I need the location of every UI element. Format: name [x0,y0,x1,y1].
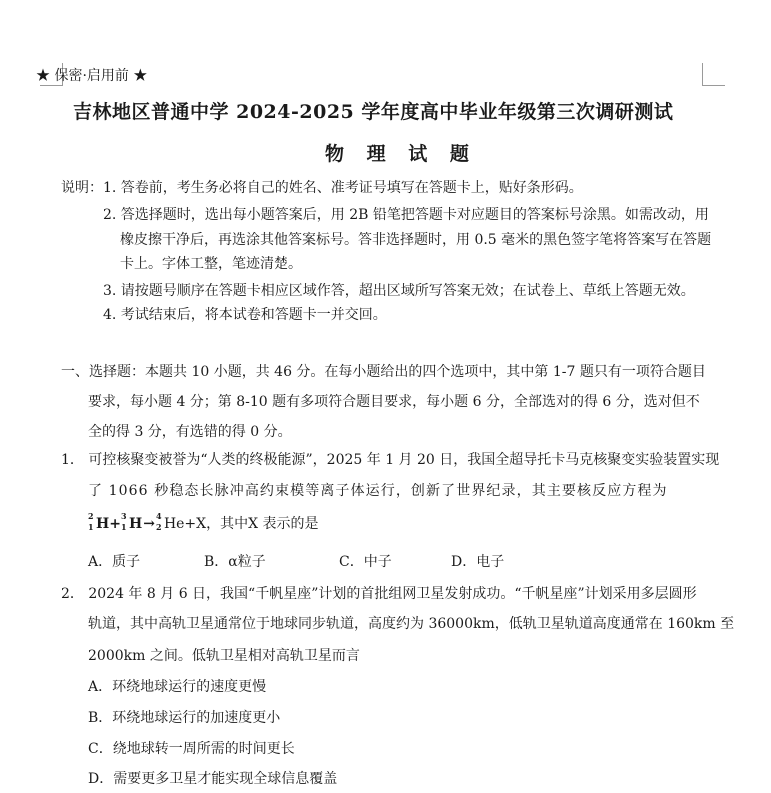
section1-line-2: 要求，每小题 4 分；第 8-10 题有多项符合题目要求，每小题 6 分，全部选对的得 6 分，选对但不 [88,394,700,410]
q2-stem-line-3: 2000km 之间。低轨卫星相对高轨卫星而言 [88,648,360,664]
q2-option-c: C．绕地球转一周所需的时间更长 [88,741,295,757]
corner-mark-right [702,63,725,86]
nuclide-2-numbers: 3 1 [120,511,127,532]
q1-option-a: A．质子 [88,554,141,570]
note-item-2-cont-2: 卡上。字体工整，笔迹清楚。 [120,256,302,272]
q1-stem-line-1: 1． 可控核聚变被誉为“人类的终极能源”，2025 年 1 月 20 日，我国全超导托卡马克核聚变实验装置实现 [61,452,720,468]
q1-option-b: B．α粒子 [204,554,266,570]
q1-reaction-equation: 2 1 H+ 3 1 H→ 4 2 He+X，其中X 表示的是 [88,511,319,532]
note-item-2: 2. 答选择题时，选出每小题答案后，用 2B 铅笔把答题卡对应题目的答案标号涂黑。如需改动，用 [103,207,709,223]
nuclide-3-numbers: 4 2 [155,511,162,532]
q1-option-d: D．电子 [451,554,505,570]
reaction-arrow: → [143,516,155,532]
q2-stem-line-1: 2． 2024 年 8 月 6 日，我国“千帆星座”计划的首批组网卫星发射成功。“千帆星座”计划采用多层圆形 [61,586,697,602]
q1-stem-line-2: 了 1066 秒稳态长脉冲高约束模等离子体运行，创新了世界纪录，其主要核反应方程为 [88,483,668,499]
section1-line-1: 一、选择题：本题共 10 小题，共 46 分。在每小题给出的四个选项中，其中第 1-7 题只有一项符合题目 [61,364,706,380]
notes-label: 说明： [61,180,103,196]
q2-option-b: B．环绕地球运行的加速度更小 [88,710,281,726]
note-item-2-cont-1: 橡皮擦干净后，再选涂其他答案标号。答非选择题时，用 0.5 毫米的黑色签字笔将答案写在答题 [120,232,712,248]
q2-stem-line-2: 轨道，其中高轨卫星通常位于地球同步轨道，高度约为 36000km，低轨卫星轨道高度通常在 160km 至 [88,616,735,632]
note-item-1: 1. 答卷前，考生务必将自己的姓名、准考证号填写在答题卡上，贴好条形码。 [103,180,583,196]
confidential-label: ★ 保密·启用前 ★ [36,68,148,84]
section1-line-3: 全的得 3 分，有选错的得 0 分。 [88,424,292,440]
subject-title: 物 理 试 题 [325,143,477,165]
q2-option-a: A．环绕地球运行的速度更慢 [88,679,267,695]
note-item-4: 4. 考试结束后，将本试卷和答题卡一并交回。 [103,307,387,323]
q2-option-d: D．需要更多卫星才能实现全球信息覆盖 [88,771,338,787]
nuclide-1-numbers: 2 1 [88,511,94,532]
q1-option-c: C．中子 [339,554,392,570]
note-item-3: 3. 请按题号顺序在答题卡相应区域作答，超出区域所写答案无效；在试卷上、草纸上答题无效。 [103,283,695,299]
exam-title: 吉林地区普通中学 2024-2025 学年度高中毕业年级第三次调研测试 [73,101,674,123]
